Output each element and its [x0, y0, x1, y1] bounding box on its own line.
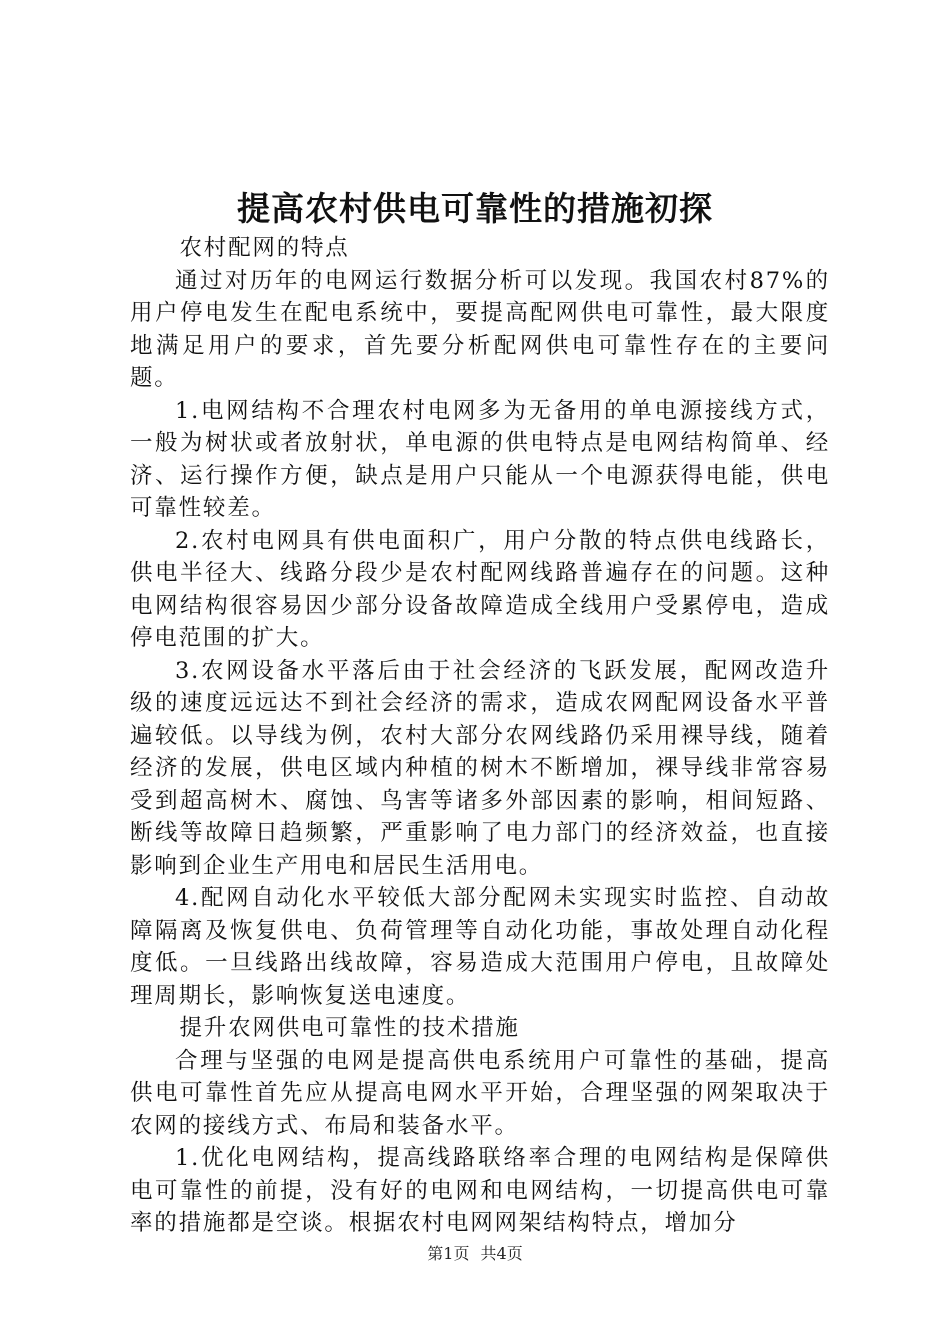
document-body [130, 232, 830, 1240]
page-total: 共4页 [480, 1244, 523, 1263]
body-paragraph: 合理与坚强的电网是提高供电系统用户可靠性的基础，提高供电可靠性首先应从提高电网水平开始，合理坚强的网架取决于农网的接线方式、布局和装备水平。 [130, 1047, 830, 1139]
section-heading: 农村配网的特点 [179, 235, 350, 261]
page-footer [0, 1243, 950, 1265]
body-paragraph: 3.农网设备水平落后由于社会经济的飞跃发展，配网改造升级的速度远远达不到社会经济的需求，造成农网配网设备水平普遍较低。以导线为例，农村大部分农网线路仍采用裸导线，随着经济的发展，供电区域内种植的树木不断增加，裸导线非常容易受到超高树木、腐蚀、鸟害等诸多外部因素的影响，相间短路、断线等故障日趋频繁，严重影响了电力部门的经济效益，也直接影响到企业生产用电和居民生活用电。 [130, 657, 830, 879]
section-heading: 提升农网供电可靠性的技术措施 [179, 1015, 520, 1041]
body-paragraph: 通过对历年的电网运行数据分析可以发现。我国农村87%的用户停电发生在配电系统中，要提高配网供电可靠性，最大限度地满足用户的要求，首先要分析配网供电可靠性存在的主要问题。 [130, 267, 830, 391]
body-paragraph: 4.配网自动化水平较低大部分配网未实现实时监控、自动故障隔离及恢复供电、负荷管理等自动化功能，事故处理自动化程度低。一旦线路出线故障，容易造成大范围用户停电，且故障处理周期长，影响恢复送电速度。 [130, 885, 830, 1009]
body-paragraph: 2.农村电网具有供电面积广，用户分散的特点供电线路长，供电半径大、线路分段少是农村配网线路普遍存在的问题。这种电网结构很容易因少部分设备故障造成全线用户受累停电，造成停电范围的扩大。 [130, 527, 830, 651]
document-title: 提高农村供电可靠性的措施初探 [237, 189, 713, 228]
body-paragraph: 1.电网结构不合理农村电网多为无备用的单电源接线方式，一般为树状或者放射状，单电源的供电特点是电网结构简单、经济、运行操作方便，缺点是用户只能从一个电源获得电能，供电可靠性较差。 [130, 397, 830, 521]
page-number: 第1页 [427, 1244, 470, 1263]
body-paragraph: 1.优化电网结构，提高线路联络率合理的电网结构是保障供电可靠性的前提，没有好的电网和电网结构，一切提高供电可靠率的措施都是空谈。根据农村电网网架结构特点，增加分 [130, 1145, 830, 1236]
